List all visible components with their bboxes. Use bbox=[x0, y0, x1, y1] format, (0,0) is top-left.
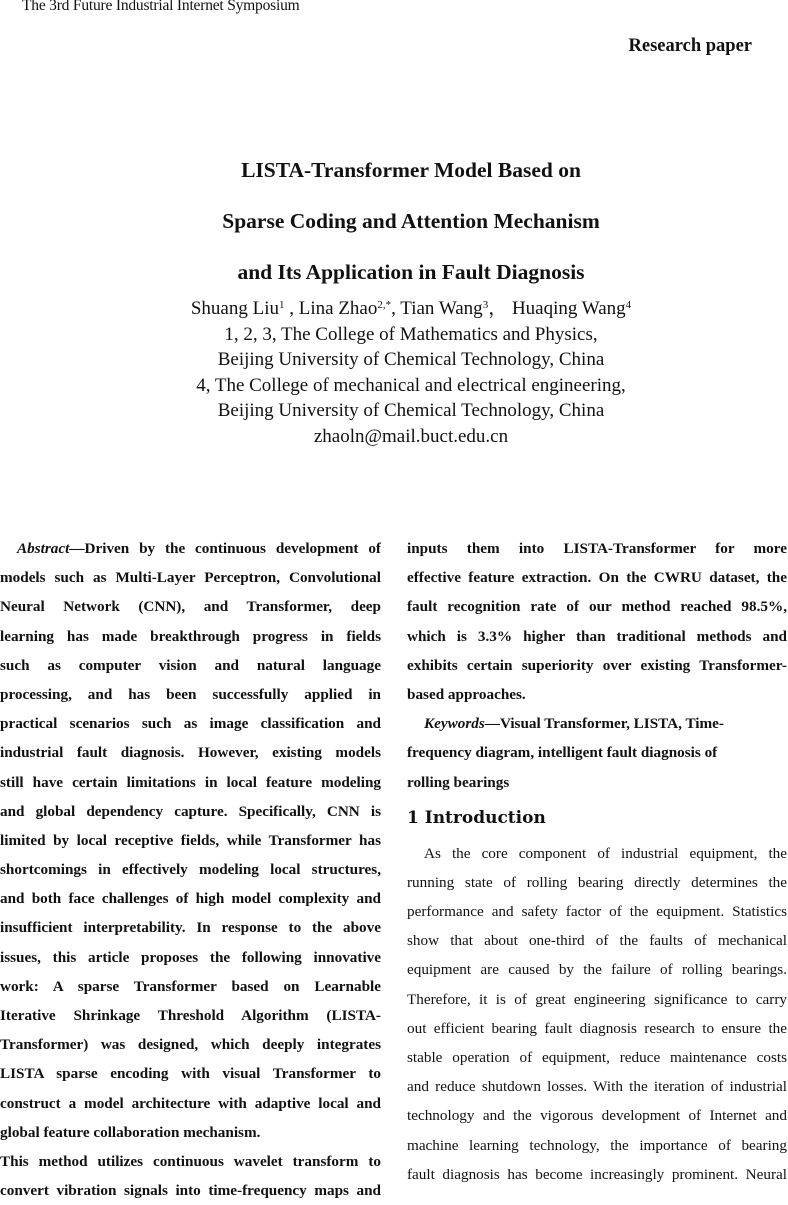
abstract-line: processing, and has been successfully applied in bbox=[0, 685, 381, 703]
body-line: stable operation of equipment, reduce maintenance costs bbox=[407, 1049, 787, 1066]
keywords-line: rolling bearings bbox=[407, 773, 510, 791]
title-line: Sparse Coding and Attention Mechanism bbox=[222, 209, 600, 233]
abstract-line: insufficient interpretability. In response to the above bbox=[0, 919, 381, 937]
body-line: out efficient bearing fault diagnosis research to ensure the bbox=[407, 1019, 787, 1037]
abstract-line: Iterative Shrinkage Threshold Algorithm (LISTA- bbox=[0, 1007, 381, 1024]
body-line: machine learning technology, the importance of bearing bbox=[407, 1136, 787, 1154]
abstract-line: global feature collaboration mechanism. bbox=[0, 1123, 261, 1141]
affiliation-line: 4, The College of mechanical and electrical engineering, bbox=[196, 374, 626, 396]
abstract-line: industrial fault diagnosis. However, existing models bbox=[0, 744, 381, 762]
abstract-line: Abstract—Driven by the continuous development of bbox=[17, 540, 381, 557]
abstract-line: practical scenarios such as image classification and bbox=[0, 715, 381, 733]
abstract-line: convert vibration signals into time-frequency maps and bbox=[0, 1182, 381, 1200]
author-affiliation-mark: 2,* bbox=[377, 299, 392, 311]
body-line: and reduce shutdown losses. With the iteration of industrial bbox=[407, 1078, 787, 1096]
abstract-line: issues, this article proposes the following innovative bbox=[0, 948, 381, 966]
author-affiliation-mark: 3 bbox=[482, 299, 489, 311]
abstract-line: models such as Multi-Layer Perceptron, Convolutional bbox=[0, 569, 381, 587]
author-list: Shuang Liu$^1$ , Lina Zhao$^{2,*}$, Tian Wang$^3$， Huaqing Wang$^4$ bbox=[190, 298, 632, 319]
keywords-line: Keywords—Visual Transformer, LISTA, Time- bbox=[424, 715, 724, 733]
title-line: and Its Application in Fault Diagnosis bbox=[237, 260, 585, 284]
abstract-line: and global dependency capture. Specifically, CNN is bbox=[0, 802, 381, 820]
author-affiliation-mark: 4 bbox=[625, 299, 632, 311]
title-line: LISTA-Transformer Model Based on bbox=[241, 158, 581, 182]
body-line: performance and safety factor of the equipment. Statistics bbox=[407, 903, 787, 921]
abstract-line: shortcomings in effectively modeling local structures, bbox=[0, 861, 381, 879]
keywords-dash: — bbox=[484, 715, 500, 733]
abstract-line: which is 3.3% higher than traditional methods and bbox=[407, 627, 787, 645]
abstract-line: learning has made breakthrough progress in fields bbox=[0, 627, 381, 645]
abstract-line: and both face challenges of high model complexity and bbox=[0, 890, 381, 908]
abstract-line: construct a model architecture with adaptive local and bbox=[0, 1094, 381, 1112]
paper-title bbox=[0, 152, 788, 305]
affiliation-line: Beijing University of Chemical Technology, China bbox=[217, 349, 605, 370]
author-name: Shuang Liu bbox=[190, 298, 279, 319]
keywords-label: Keywords bbox=[424, 715, 485, 733]
author-affiliation-mark: 1 bbox=[279, 299, 285, 311]
affiliation-line: Beijing University of Chemical Technology, China bbox=[217, 400, 605, 421]
body-line: equipment are caused by the failure of rolling bearings. bbox=[407, 961, 787, 979]
body-line: fault diagnosis has become increasingly prominent. Neural bbox=[407, 1165, 787, 1183]
abstract-line: effective feature extraction. On the CWRU dataset, the bbox=[407, 569, 787, 587]
running-header: The 3rd Future Industrial Internet Symposium bbox=[22, 0, 300, 14]
body-line: Therefore, it is of great engineering significance to carry bbox=[407, 990, 787, 1008]
abstract-line: Neural Network (CNN), and Transformer, deep bbox=[0, 598, 381, 616]
left-column bbox=[0, 534, 381, 1205]
body-line: As the core component of industrial equipment, the bbox=[424, 844, 787, 862]
abstract-line: This method utilizes continuous wavelet transform to bbox=[0, 1152, 381, 1170]
author-name: Tian Wang bbox=[400, 298, 483, 319]
abstract-line: exhibits certain superiority over existing Transformer- bbox=[407, 656, 787, 674]
abstract-line: still have certain limitations in local feature modeling bbox=[0, 773, 381, 791]
body-line: technology and the vigorous development of Internet and bbox=[407, 1107, 787, 1125]
abstract-line: fault recognition rate of our method reached 98.5%, bbox=[407, 598, 787, 616]
abstract-line: LISTA sparse encoding with visual Transformer to bbox=[0, 1065, 381, 1083]
abstract-line: limited by local receptive fields, while Transformer has bbox=[0, 831, 381, 849]
contact-email[interactable]: zhaoln@mail.buct.edu.cn bbox=[313, 425, 509, 447]
section-heading: 1 Introduction bbox=[407, 807, 546, 828]
author-block bbox=[0, 296, 788, 449]
body-line: show that about one-third of the faults of mechanical bbox=[407, 932, 787, 950]
abstract-label: Abstract bbox=[17, 540, 70, 557]
abstract-line: inputs them into LISTA-Transformer for more bbox=[407, 540, 787, 557]
right-column bbox=[407, 534, 787, 1189]
abstract-line: Transformer) was designed, which deeply integrates bbox=[0, 1036, 381, 1054]
abstract-line: work: A sparse Transformer based on Learnable bbox=[0, 977, 381, 995]
abstract-dash: — bbox=[69, 540, 85, 557]
paper-type-label: Research paper bbox=[628, 36, 752, 56]
keywords-line: frequency diagram, intelligent fault diagnosis of bbox=[407, 744, 718, 762]
abstract-line: such as computer vision and natural language bbox=[0, 656, 381, 674]
body-line: running state of rolling bearing directly determines the bbox=[407, 873, 787, 891]
introduction-body bbox=[407, 839, 787, 1189]
abstract-line: based approaches. bbox=[407, 685, 526, 703]
author-name: Huaqing Wang bbox=[511, 298, 626, 319]
affiliation-line: 1, 2, 3, The College of Mathematics and Physics, bbox=[224, 323, 598, 345]
author-name: Lina Zhao bbox=[298, 298, 378, 319]
